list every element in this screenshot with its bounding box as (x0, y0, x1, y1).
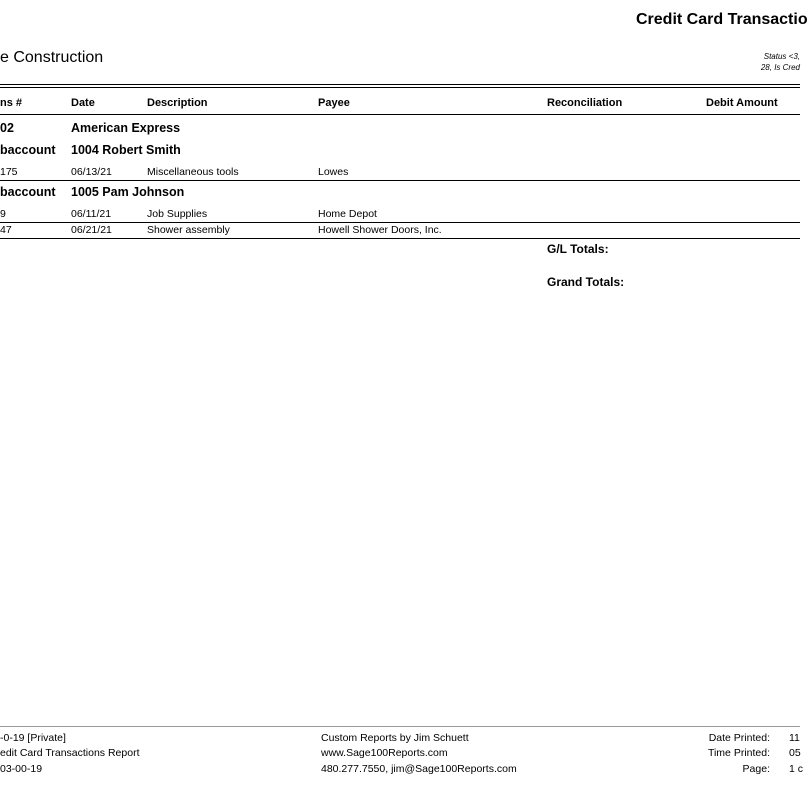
report-title: Credit Card Transactio (636, 11, 808, 28)
filter-line-2: 28, Is Cred (760, 63, 800, 72)
row-rule (0, 238, 800, 239)
footer-website: www.Sage100Reports.com (321, 747, 448, 759)
col-header-reconciliation: Reconciliation (547, 97, 623, 109)
row-description: Job Supplies (147, 208, 208, 220)
footer-page-label: Page: (742, 763, 770, 775)
footer-time-value: 05 (789, 747, 801, 759)
row-payee: Lowes (318, 166, 349, 178)
grand-totals-label: Grand Totals: (547, 275, 625, 289)
row-description: Miscellaneous tools (147, 166, 239, 178)
row-payee: Home Depot (318, 208, 377, 220)
row-trans: 47 (0, 224, 12, 236)
footer-date-value: 11 (789, 732, 800, 744)
row-description: Shower assembly (147, 224, 230, 236)
footer-report-version: 03-00-19 (0, 763, 43, 775)
footer-rule (0, 726, 800, 727)
col-header-debit: Debit Amount (706, 97, 778, 109)
header-rule-top (0, 84, 800, 85)
row-rule (0, 222, 800, 223)
company-name: e Construction (0, 49, 104, 66)
footer-contact: 480.277.7550, jim@Sage100Reports.com (321, 763, 517, 775)
footer-page-value: 1 c (789, 763, 804, 775)
row-rule (0, 180, 800, 181)
row-trans: 175 (0, 166, 18, 178)
header-rule-top-2 (0, 87, 800, 88)
gl-totals-label: G/L Totals: (547, 242, 609, 256)
row-date: 06/21/21 (71, 224, 112, 236)
footer-date-label: Date Printed: (708, 732, 770, 744)
footer-credit: Custom Reports by Jim Schuett (321, 732, 469, 744)
subaccount-label: baccount (0, 143, 56, 157)
col-header-payee: Payee (318, 97, 350, 109)
account-number: 02 (0, 121, 14, 135)
account-name: American Express (71, 121, 181, 135)
row-date: 06/13/21 (71, 166, 112, 178)
subaccount-name: 1005 Pam Johnson (71, 185, 185, 199)
col-header-date: Date (71, 97, 95, 109)
col-header-trans: ns # (0, 97, 23, 109)
col-header-description: Description (147, 97, 208, 109)
footer-report-name: edit Card Transactions Report (0, 747, 140, 759)
filter-line-1: Status <3, (763, 52, 800, 61)
header-rule-bottom (0, 114, 800, 115)
subaccount-name: 1004 Robert Smith (71, 143, 181, 157)
row-trans: 9 (0, 208, 6, 220)
footer-time-label: Time Printed: (707, 747, 770, 759)
row-date: 06/11/21 (71, 208, 112, 220)
row-payee: Howell Shower Doors, Inc. (318, 224, 442, 236)
footer-report-id: -0-19 [Private] (0, 732, 66, 744)
subaccount-label: baccount (0, 185, 56, 199)
